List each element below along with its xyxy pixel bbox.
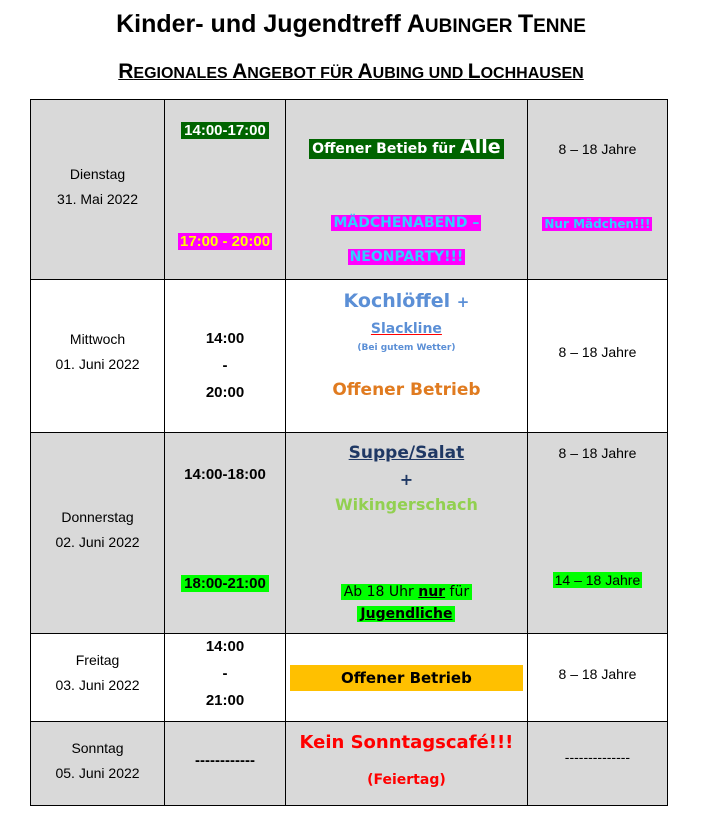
activity-open: Offener Betieb für Alle bbox=[309, 139, 504, 159]
day-label: Sonntag bbox=[71, 740, 124, 756]
time-separator: - bbox=[222, 665, 228, 682]
day-cell bbox=[31, 280, 165, 433]
activity-wikingerschach: Wikingerschach bbox=[334, 495, 478, 514]
time-cell bbox=[165, 100, 286, 280]
activity-girls-line2: NEONPARTY!!! bbox=[349, 249, 464, 265]
activity-holiday: (Feiertag) bbox=[367, 772, 446, 788]
activity-weather-note: (Bei gutem Wetter) bbox=[357, 343, 456, 353]
day-cell bbox=[31, 100, 165, 280]
time-end: 21:00 bbox=[205, 692, 245, 709]
date-label: 05. Juni 2022 bbox=[55, 765, 140, 781]
age-cell bbox=[527, 634, 667, 722]
day-cell bbox=[31, 722, 165, 806]
day-cell bbox=[31, 433, 165, 634]
age-none: -------------- bbox=[564, 749, 631, 765]
day-label: Donnerstag bbox=[61, 509, 134, 525]
day-label: Freitag bbox=[75, 652, 120, 668]
age-girls-only: Nur Mädchen!!! bbox=[544, 217, 651, 231]
age-cell bbox=[527, 280, 667, 433]
time-separator: - bbox=[222, 357, 228, 374]
activity-closed: Kein Sonntagscafé!!! bbox=[299, 732, 514, 753]
age-label: 8 – 18 Jahre bbox=[558, 344, 637, 360]
table-row bbox=[31, 634, 668, 722]
time-slot: 14:00-17:00 bbox=[181, 122, 269, 139]
schedule-table bbox=[30, 99, 668, 806]
date-label: 31. Mai 2022 bbox=[57, 191, 138, 207]
time-none: ------------ bbox=[195, 752, 255, 769]
time-cell bbox=[165, 634, 286, 722]
table-row bbox=[31, 433, 668, 634]
time-start: 14:00 bbox=[205, 638, 245, 655]
activity-girls-line1: MÄDCHENABEND – bbox=[333, 215, 480, 231]
time-cell bbox=[165, 280, 286, 433]
age-cell bbox=[527, 722, 667, 806]
time-slot: 14:00-18:00 bbox=[184, 466, 266, 483]
date-label: 02. Juni 2022 bbox=[55, 534, 140, 550]
table-row bbox=[31, 100, 668, 280]
day-cell bbox=[31, 634, 165, 722]
time-cell bbox=[165, 722, 286, 806]
time-slot: 18:00-21:00 bbox=[181, 575, 269, 592]
activity-plus: + bbox=[399, 470, 414, 489]
activity-cell bbox=[285, 100, 527, 280]
day-label: Mittwoch bbox=[69, 331, 126, 347]
age-cell bbox=[527, 100, 667, 280]
activity-soup: Suppe/Salat bbox=[348, 443, 465, 463]
activity-adults: Ab 18 Uhr nur für bbox=[341, 584, 472, 600]
age-cell bbox=[527, 433, 667, 634]
time-start: 14:00 bbox=[205, 330, 245, 347]
activity-cell: Kochlöffel + Slackline (Bei gutem Wetter) Offener Betrieb bbox=[285, 280, 527, 433]
activity-open: Offener Betrieb bbox=[332, 380, 481, 400]
time-cell bbox=[165, 433, 286, 634]
time-end: 20:00 bbox=[205, 384, 245, 401]
activity-slackline: Slackline bbox=[370, 321, 442, 337]
age-label: 8 – 18 Jahre bbox=[558, 445, 637, 461]
page-title: Kinder- und Jugendtreff AUBINGER TENNE bbox=[116, 10, 586, 38]
time-slot: 17:00 - 20:00 bbox=[179, 233, 271, 250]
activity-youth: Jugendliche bbox=[357, 606, 455, 622]
page-subtitle: REGIONALES ANGEBOT FÜR AUBING UND LOCHHAUSEN bbox=[118, 60, 584, 83]
table-row bbox=[31, 722, 668, 806]
activity-open: Offener Betrieb bbox=[290, 665, 523, 691]
age-label: 8 – 18 Jahre bbox=[558, 666, 637, 682]
age-label: 8 – 18 Jahre bbox=[558, 141, 637, 157]
day-label: Dienstag bbox=[69, 166, 126, 182]
activity-cell bbox=[285, 433, 527, 634]
table-row bbox=[31, 280, 668, 433]
age-youth: 14 – 18 Jahre bbox=[554, 572, 641, 588]
activity-cell bbox=[285, 634, 527, 722]
activity-kochloeffel: Kochlöffel bbox=[343, 290, 457, 312]
date-label: 03. Juni 2022 bbox=[55, 677, 140, 693]
date-label: 01. Juni 2022 bbox=[55, 356, 140, 372]
activity-cell bbox=[285, 722, 527, 806]
